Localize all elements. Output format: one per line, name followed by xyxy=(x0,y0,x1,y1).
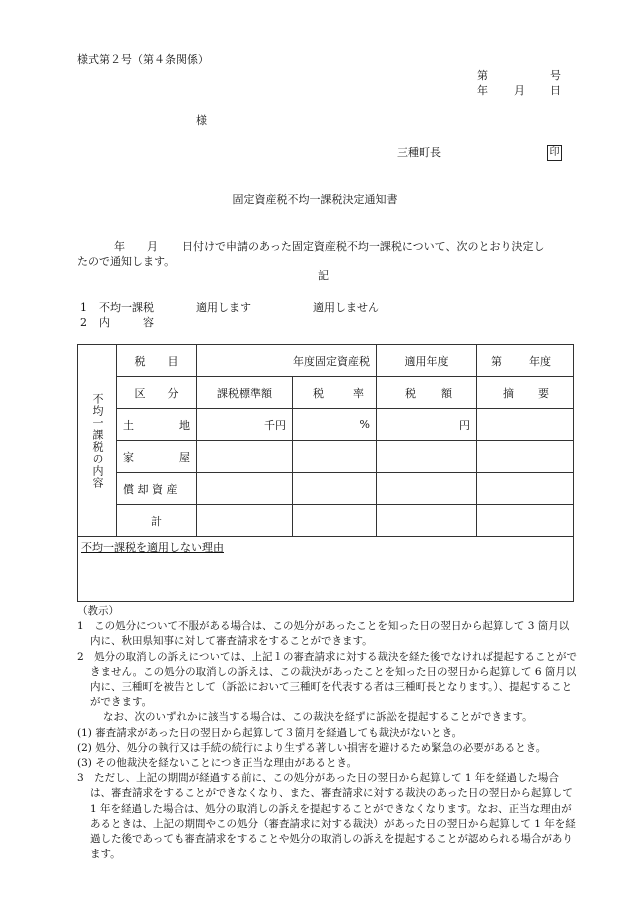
tax-item-value: 年度固定資産税 xyxy=(197,345,377,377)
house-note xyxy=(477,441,574,473)
date-month: 月 xyxy=(514,84,525,97)
col-amount-b: 額 xyxy=(441,386,452,400)
col-note-a: 摘 xyxy=(503,386,514,400)
col-base: 課税標準額 xyxy=(197,377,293,409)
not-apply-option: 適用しません xyxy=(313,301,379,314)
item1-number: 1 xyxy=(80,301,87,314)
body-line1: 日付けで申請のあった固定資産税不均一課税について、次のとおり決定し xyxy=(182,240,545,253)
col-note xyxy=(477,377,574,409)
date-year: 年 xyxy=(477,84,488,97)
col-amount xyxy=(377,377,477,409)
item2-label: 内 容 xyxy=(99,316,154,329)
total-amount xyxy=(377,505,477,537)
row-house-b: 屋 xyxy=(179,450,190,464)
land-base-unit: 千円 xyxy=(197,409,293,441)
body-line2: たので通知します。 xyxy=(77,255,176,268)
recipient-suffix: 様 xyxy=(196,114,207,127)
row-land-a: 土 xyxy=(123,418,134,432)
note-3: 3 ただし、上記の期間が経過する前に、この処分があった日の翌日から起算して 1 年を経過した場合は、審査請求をすることができなくなり、また、審査請求に対する裁決のあった日の翌日から起算して 1 年を経過した場合は、処分の取消しの訴えを提起することができなくなります。なお、正当な理由があるときは、上記の期間やこの処分（審査請求に対する裁決）があった日の翌日から起算して 1 年を経過した後であっても審査請求をすることや処分の取消しの訴えを提起することが認められる場合があります。 xyxy=(77,772,576,861)
row-house-a: 家 xyxy=(123,450,134,464)
col-amount-a: 税 xyxy=(405,386,416,400)
depr-base xyxy=(197,473,293,505)
number-prefix: 第 xyxy=(477,69,488,82)
reason-cell xyxy=(78,537,574,602)
tax-item-label: 税 目 xyxy=(117,345,197,377)
year-nendo: 年度 xyxy=(529,354,551,368)
total-base xyxy=(197,505,293,537)
item2-number: 2 xyxy=(80,316,87,329)
year-dai: 第 xyxy=(491,354,502,368)
row-land-label xyxy=(117,409,197,441)
issuer: 三種町長 xyxy=(397,146,441,159)
notes-heading: （教示） xyxy=(77,605,119,617)
instructions xyxy=(77,604,577,862)
col-rate xyxy=(293,377,377,409)
ki-mark: 記 xyxy=(318,269,329,282)
row-depr-label: 償 却 資 産 xyxy=(117,473,197,505)
side-label: 不均一課税の内容 xyxy=(91,392,104,489)
applied-year-value xyxy=(477,345,574,377)
seal-mark: 印 xyxy=(547,145,562,161)
house-amount xyxy=(377,441,477,473)
note-2: 2 処分の取消しの訴えについては、上記１の審査請求に対する裁決を経た後でなければ提起することができません。この処分の取消しの訴えは、この裁決があったことを知った日の翌日から起算して 6 箇月以内に、三種町を被告として（訴訟において三種町を代表する者は三種町長となります。）、提起することができます。 xyxy=(77,650,577,709)
land-amount-unit: 円 xyxy=(377,409,477,441)
number-suffix: 号 xyxy=(550,69,561,82)
house-rate xyxy=(293,441,377,473)
sub-note-1: (1) 審査請求があった日の翌日から起算して３箇月を経過しても裁決がないとき。 xyxy=(77,726,463,739)
col-rate-b: 率 xyxy=(353,386,364,400)
house-base xyxy=(197,441,293,473)
applied-year-label: 適用年度 xyxy=(377,345,477,377)
depr-rate xyxy=(293,473,377,505)
item1-label: 不均一課税 xyxy=(99,301,154,314)
sub-note-3: (3) その他裁決を経ないことにつき正当な理由があるとき。 xyxy=(77,757,358,770)
reason-label: 不均一課税を適用しない理由 xyxy=(81,541,224,554)
row-land-b: 地 xyxy=(179,418,190,432)
row-total-label: 計 xyxy=(117,505,197,537)
sub-note-2: (2) 処分、処分の執行又は手続の続行により生ずる著しい損害を避けるため緊急の必要があるとき。 xyxy=(77,741,547,754)
document-title: 固定資産税不均一課税決定通知書 xyxy=(232,193,398,206)
total-note xyxy=(477,505,574,537)
body-year: 年 xyxy=(114,240,125,253)
form-label: 様式第２号（第４条関係） xyxy=(77,53,209,66)
depr-amount xyxy=(377,473,477,505)
land-note xyxy=(477,409,574,441)
apply-option: 適用します xyxy=(196,301,251,314)
total-rate xyxy=(293,505,377,537)
content-table xyxy=(77,344,574,602)
row-house-label xyxy=(117,441,197,473)
land-rate-unit: % xyxy=(293,409,377,441)
note-1: 1 この処分について不服がある場合は、この処分があったことを知った日の翌日から起算して 3 箇月以内に、秋田県知事に対して審査請求をすることができます。 xyxy=(77,620,570,648)
side-label-cell xyxy=(78,345,117,537)
body-month: 月 xyxy=(147,240,158,253)
note-2-cont: なお、次のいずれかに該当する場合は、この裁決を経ずに訴訟を提起することができます。 xyxy=(103,711,533,724)
col-note-b: 要 xyxy=(538,386,549,400)
col-kubun: 区 分 xyxy=(117,377,197,409)
col-rate-a: 税 xyxy=(313,386,324,400)
date-day: 日 xyxy=(550,84,561,97)
depr-note xyxy=(477,473,574,505)
